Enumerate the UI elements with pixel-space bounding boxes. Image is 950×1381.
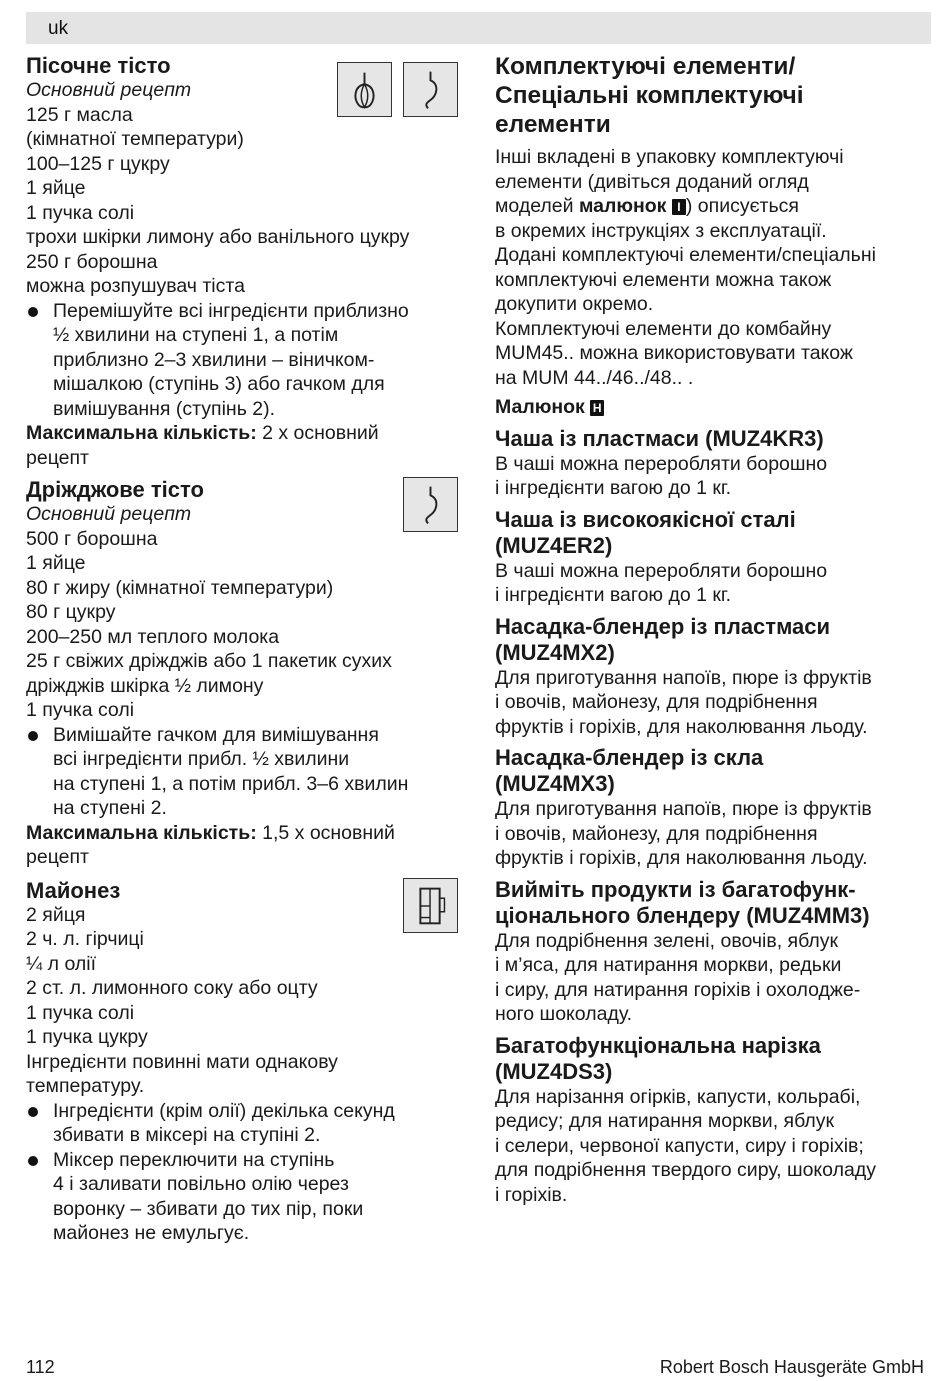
section-mayonnaise: [26, 878, 466, 1246]
section-title: Пісочне тісто: [26, 53, 171, 78]
bullet-dot: [28, 1156, 38, 1166]
accessory-text: ного шоколаду.: [495, 1003, 633, 1025]
bullet-line: на ступені 2.: [53, 797, 167, 819]
heading-line: елементи: [495, 111, 611, 138]
language-code: uk: [48, 18, 69, 39]
ingredient-line: 1 яйце: [26, 177, 86, 199]
bullet-dot: [28, 731, 38, 741]
bullet-line: вимішування (ступінь 2).: [53, 397, 276, 420]
footer-company: Robert Bosch Hausgeräte GmbH: [659, 1357, 924, 1377]
accessory-item: [495, 1033, 935, 1208]
instruction-bullet: [26, 723, 466, 821]
max-quantity-cont: рецепт: [26, 846, 89, 868]
accessory-title: Чаша із високоякісної сталі: [495, 506, 796, 532]
accessory-text: і сиру, для натирання горіхів і охолодже-: [495, 978, 861, 1001]
instruction-bullet: [26, 299, 466, 422]
dough-hook-icon: [403, 62, 458, 117]
accessory-item: [495, 507, 935, 608]
ingredient-line: 2 яйця: [26, 903, 86, 926]
max-quantity-value: 1,5 х основний: [256, 821, 395, 844]
accessory-text: редису; для натирання моркви, яблук: [495, 1110, 835, 1132]
max-quantity-label: Максимальна кількість:: [26, 422, 257, 444]
ingredient-line: 2 ч. л. гірчиці: [26, 928, 144, 950]
bullet-line: Вимішайте гачком для вимішування: [53, 723, 379, 746]
intro-line: в окремих інструкціях з експлуатації.: [495, 219, 827, 242]
ingredient-line: 80 г жиру (кімнатної температури): [26, 576, 334, 599]
accessory-title: Вийміть продукти із багатофунк-: [495, 876, 856, 902]
intro-line: докупити окремо.: [495, 293, 654, 315]
figure-badge-icon: H: [590, 400, 604, 416]
figure-label-text: Малюнок: [495, 396, 585, 418]
accessory-text: Для подрібнення зелені, овочів, яблук: [495, 929, 839, 952]
accessory-text: і горіхів.: [495, 1183, 568, 1206]
section-shortcrust: [26, 53, 466, 470]
intro-line: на MUM 44../46../48.. .: [495, 366, 694, 389]
ingredient-line: 500 г борошна: [26, 527, 158, 550]
page-number: 112: [26, 1357, 55, 1377]
ingredient-line: температуру.: [26, 1075, 145, 1097]
figure-ref: малюнок: [578, 195, 667, 217]
accessory-text: В чаші можна переробляти борошно: [495, 559, 828, 582]
accessory-text: фруктів і горіхів, для наколювання льоду.: [495, 847, 868, 869]
bullet-line: Міксер переключити на ступінь: [53, 1148, 335, 1171]
max-quantity: [26, 421, 466, 446]
intro-line: Інші вкладені в упаковку комплектуючі: [495, 146, 844, 168]
ingredient-line: 1 пучка солі: [26, 201, 135, 224]
accessory-title: (MUZ4MX3): [495, 771, 615, 796]
bullet-line: збивати в міксері на ступіні 2.: [53, 1124, 321, 1146]
accessory-title: Чаша із пластмаси (MUZ4KR3): [495, 425, 824, 451]
accessories-heading: [495, 52, 935, 139]
intro-line: Комплектуючі елементи до комбайну: [495, 317, 832, 340]
section-title: Майонез: [26, 877, 121, 903]
ingredient-line: 1 пучка солі: [26, 1001, 135, 1024]
accessory-item: [495, 426, 935, 501]
bullet-line: Перемішуйте всі інгредієнти приблизно: [53, 299, 409, 322]
right-column: [495, 50, 935, 1207]
ingredient-line: 25 г свіжих дріжджів або 1 пакетик сухих: [26, 650, 392, 672]
bullet-line: мішалкою (ступінь 3) або гачком для: [53, 373, 385, 395]
accessory-text: фруктів і горіхів, для наколювання льоду.: [495, 715, 868, 738]
section-title: Дріжджове тісто: [26, 477, 204, 502]
ingredient-line: 100–125 г цукру: [26, 152, 170, 175]
instruction-bullet: [26, 1148, 466, 1246]
accessory-text: Для нарізання огірків, капусти, кольрабі,: [495, 1085, 861, 1108]
ingredient-line: 1 пучка солі: [26, 699, 135, 721]
figure-badge-icon: I: [672, 199, 686, 215]
accessory-text: для подрібнення твердого сиру, шоколаду: [495, 1159, 876, 1181]
ingredient-line: 2 ст. л. лимонного соку або оцту: [26, 977, 318, 999]
heading-line: Комплектуючі елементи/: [495, 53, 796, 80]
accessory-text: і м’яса, для натирання моркви, редьки: [495, 954, 842, 976]
max-quantity-cont: рецепт: [26, 446, 89, 469]
accessory-text: і селери, червоної капусти, сиру і горіхів;: [495, 1134, 864, 1157]
accessory-text: В чаші можна переробляти борошно: [495, 452, 828, 475]
blender-icon: [403, 878, 458, 933]
accessory-title: (MUZ4ER2): [495, 532, 613, 558]
ingredient-line: можна розпушувач тіста: [26, 275, 245, 297]
language-bar: [26, 12, 931, 44]
instruction-bullet: [26, 1099, 466, 1148]
accessory-title: Багатофункціональна нарізка: [495, 1032, 821, 1058]
accessory-item: [495, 614, 935, 740]
bullet-line: на ступені 1, а потім прибл. 3–6 хвилин: [53, 772, 409, 795]
dough-hook-icon: [403, 477, 458, 532]
accessory-title: Насадка-блендер із пластмаси: [495, 613, 831, 639]
accessory-text: і овочів, майонезу, для подрібнення: [495, 691, 818, 713]
bullet-line: 4 і заливати повільно олію через: [53, 1173, 349, 1195]
figure-label: [495, 395, 935, 420]
intro-line: [495, 194, 935, 219]
max-quantity-label: Максимальна кількість:: [26, 821, 257, 844]
intro-line: Додані комплектуючі елементи/спеціальні: [495, 244, 876, 266]
whisk-icon: [337, 62, 392, 117]
accessories-intro: [495, 145, 935, 390]
section-subtitle: Основний рецепт: [26, 79, 192, 101]
ingredient-line: 125 г масла: [26, 103, 133, 126]
ingredient-line: 1 яйце: [26, 552, 86, 574]
bullet-line: воронку – збивати до тих пір, поки: [53, 1197, 364, 1220]
accessory-text: Для приготування напоїв, пюре із фруктів: [495, 666, 872, 689]
max-quantity-value: 2 х основний: [256, 422, 379, 444]
accessory-item: [495, 745, 935, 871]
bullet-line: майонез не емульгує.: [53, 1222, 250, 1244]
ingredient-line: Інгредієнти повинні мати однакову: [26, 1050, 338, 1073]
intro-text: моделей: [495, 195, 579, 217]
ingredient-line: 1 пучка цукру: [26, 1026, 148, 1048]
ingredient-line: (кімнатної температури): [26, 128, 244, 150]
bullet-line: всі інгредієнти прибл. ½ хвилини: [53, 748, 350, 770]
bullet-line: приблизно 2–3 хвилини – віничком-: [53, 348, 375, 371]
intro-text: ) описується: [685, 195, 799, 217]
ingredient-line: трохи шкірки лимону або ванільного цукру: [26, 226, 410, 248]
accessory-text: і овочів, майонезу, для подрібнення: [495, 822, 818, 845]
ingredient-line: дріжджів шкірка ½ лимону: [26, 674, 264, 697]
intro-line: елементи (дивіться доданий огляд: [495, 170, 809, 193]
intro-line: комплектуючі елементи можна також: [495, 268, 832, 291]
max-quantity: [26, 821, 466, 846]
left-column: [26, 50, 466, 1246]
ingredient-line: 80 г цукру: [26, 601, 116, 623]
ingredient-line: 250 г борошна: [26, 250, 158, 273]
bullet-line: ½ хвилини на ступені 1, а потім: [53, 324, 339, 346]
accessory-item: [495, 877, 935, 1027]
accessory-text: і інгредієнти вагою до 1 кг.: [495, 584, 732, 606]
ingredient-line: ¼ л олії: [26, 952, 97, 975]
section-yeast-dough: [26, 477, 466, 870]
accessory-title: Насадка-блендер із скла: [495, 745, 764, 770]
intro-line: MUM45.. можна використовувати також: [495, 342, 853, 364]
section-subtitle: Основний рецепт: [26, 503, 192, 525]
bullet-line: Інгредієнти (крім олії) декілька секунд: [53, 1099, 395, 1122]
accessory-text: і інгредієнти вагою до 1 кг.: [495, 477, 732, 499]
accessory-title: (MUZ4DS3): [495, 1058, 613, 1084]
accessory-title: (MUZ4MX2): [495, 639, 615, 665]
bullet-dot: [28, 1107, 38, 1117]
accessory-text: Для приготування напоїв, пюре із фруктів: [495, 798, 872, 820]
heading-line: Спеціальні комплектуючі: [495, 82, 804, 109]
accessory-title: ціонального блендеру (MUZ4MM3): [495, 902, 870, 928]
ingredient-line: 200–250 мл теплого молока: [26, 625, 280, 648]
bullet-dot: [28, 307, 38, 317]
